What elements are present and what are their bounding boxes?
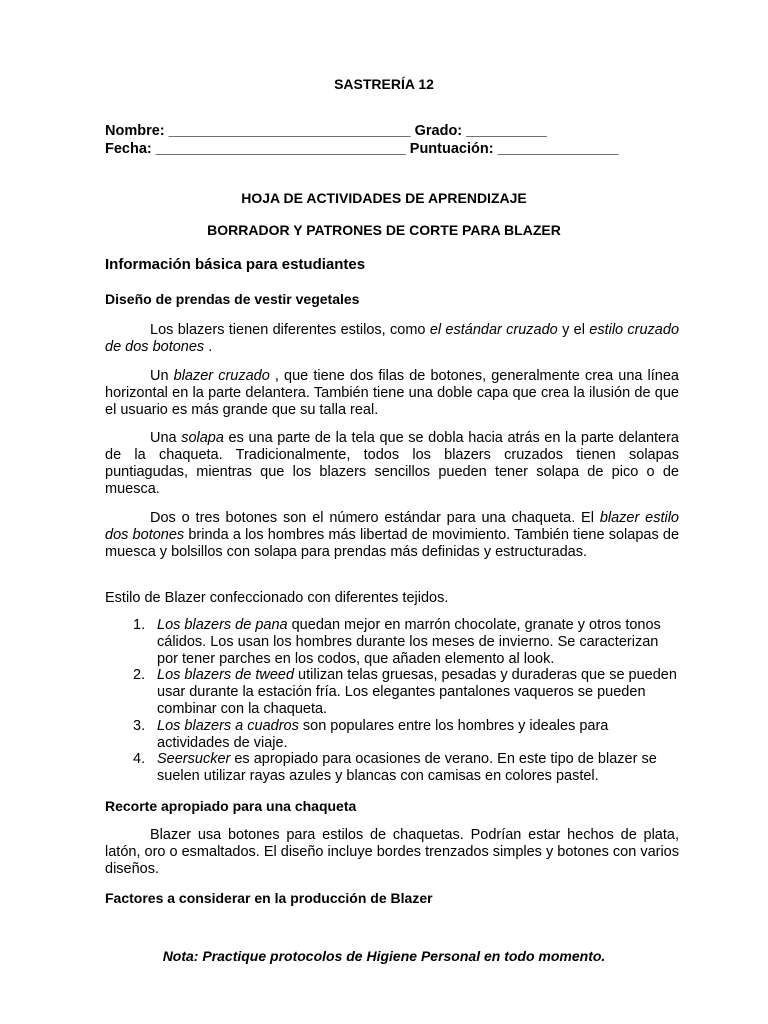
worksheet-heading: HOJA DE ACTIVIDADES DE APRENDIZAJE: [241, 190, 527, 206]
fabric-list: [105, 617, 679, 785]
trim-heading: Recorte apropiado para una chaqueta: [105, 798, 357, 814]
paragraph-double-breasted: Un blazer cruzado , que tiene dos filas de botones, generalmente crea una línea horizontal en la parte delantera. También tiene una doble capa que crea la ilusión de que el usuario es más grande que su talla real.: [105, 368, 679, 418]
list-item: 1. Los blazers de pana quedan mejor en marrón chocolate, granate y otros tonos cálidos. Los usan los hombres durante los meses de invierno. Se caracterizan por tener parches en los codos, que añaden elemento al look.: [133, 617, 661, 667]
topic-heading: BORRADOR Y PATRONES DE CORTE PARA BLAZER: [207, 222, 561, 238]
paragraph-trim: Blazer usa botones para estilos de chaquetas. Podrían estar hechos de plata, latón, oro o esmaltados. El diseño incluye bordes trenzados simples y botones con varios diseños.: [105, 827, 679, 877]
paragraph-fabrics-intro: Estilo de Blazer confeccionado con diferentes tejidos.: [105, 590, 449, 606]
basic-info-heading: Información básica para estudiantes: [105, 256, 366, 273]
paragraph-buttons: Dos o tres botones son el número estándar para una chaqueta. El blazer estilo dos botones brinda a los hombres más libertad de movimiento. También tiene solapas de muesca y bolsillos con solapa para prendas más definidas y estructuradas.: [105, 510, 680, 560]
list-item: 4. Seersucker es apropiado para ocasiones de verano. En este tipo de blazer se suelen utilizar rayas azules y blancas con camisas en colores pastel.: [133, 751, 657, 785]
list-item: 3. Los blazers a cuadros son populares entre los hombres y ideales para actividades de viaje.: [133, 717, 609, 751]
paragraph-styles: Los blazers tienen diferentes estilos, como el estándar cruzado y el estilo cruzado de dos botones .: [105, 322, 680, 355]
document-title: SASTRERÍA 12: [334, 76, 434, 92]
design-heading: Diseño de prendas de vestir vegetales: [105, 291, 360, 307]
paragraph-lapel: Una solapa es una parte de la tela que se dobla hacia atrás en la parte delantera de la chaqueta. Tradicionalmente, todos los blazers cruzados tienen solapas puntiagudas, mientras que los blazers sencillos pueden tener solapa de pico o de muesca.: [105, 430, 679, 497]
factors-heading: Factores a considerar en la producción de Blazer: [105, 890, 433, 906]
hygiene-note: Nota: Practique protocolos de Higiene Personal en todo momento.: [162, 948, 606, 964]
list-item: 2. Los blazers de tweed utilizan telas gruesas, pesadas y duraderas que se pueden usar durante la estación fría. Los elegantes pantalones vaqueros se pueden combinar con la chaqueta.: [133, 667, 677, 717]
name-grade-line: Nombre: ______________________________ Grado: __________: [105, 123, 547, 139]
date-score-line: Fecha: _______________________________ Puntuación: _______________: [105, 141, 619, 157]
